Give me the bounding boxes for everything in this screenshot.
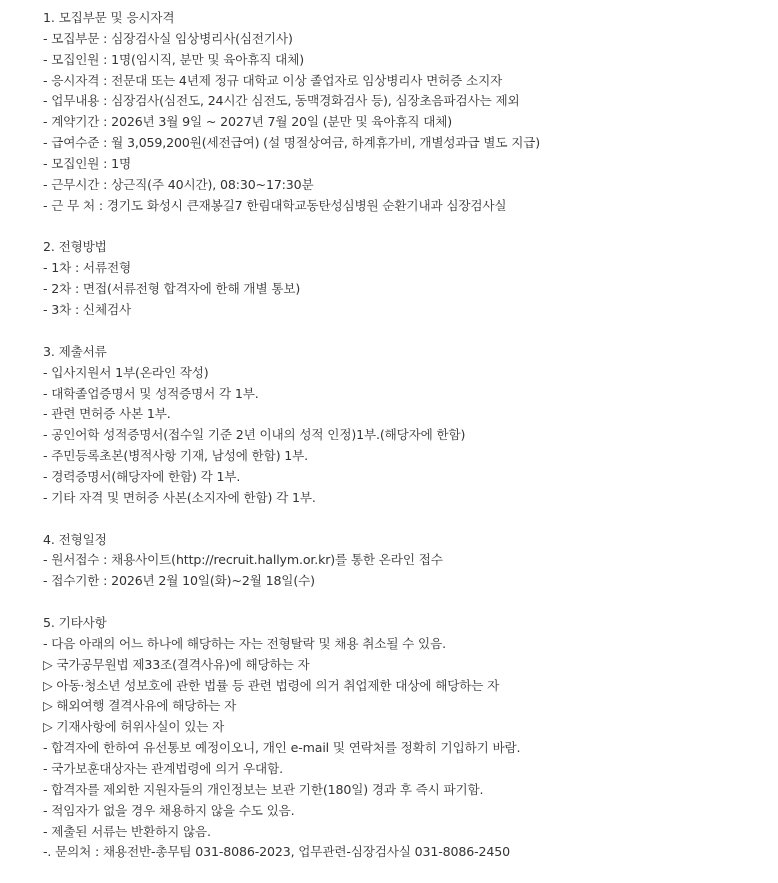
- section-title: 2. 전형방법: [43, 239, 107, 255]
- list-item: - 합격자에 한하여 유선통보 예정이오니, 개인 e-mail 및 연락처를 정확히 기입하기 바람.: [43, 740, 521, 756]
- list-item: - 대학졸업증명서 및 성적증명서 각 1부.: [43, 385, 259, 401]
- list-item: - 모집부문 : 심장검사실 임상병리사(심전기사): [43, 30, 293, 46]
- list-item: - 합격자를 제외한 지원자들의 개인정보는 보관 기한(180일) 경과 후 즉시 파기함.: [43, 781, 484, 797]
- list-item: - 기타 자격 및 면허증 사본(소지자에 한함) 각 1부.: [43, 489, 316, 505]
- section-title: 5. 기타사항: [43, 615, 107, 631]
- list-item: - 1차 : 서류전형: [43, 260, 131, 276]
- section-recruitment-qualifications: [43, 8, 778, 216]
- list-item: ▷ 기재사항에 허위사실이 있는 자: [43, 719, 225, 735]
- section-required-documents: [43, 342, 778, 509]
- list-item: - 관련 면허증 사본 1부.: [43, 406, 171, 422]
- contact-info: -. 문의처 : 채용전반-총무팀 031-8086-2023, 업무관련-심장검사실 031-8086-2450: [43, 844, 510, 860]
- list-item: ▷ 해외여행 결격사유에 해당하는 자: [43, 698, 237, 714]
- list-item: - 원서접수 : 채용사이트(http://recruit.hallym.or.kr)를 통한 온라인 접수: [43, 552, 443, 568]
- list-item: - 경력증명서(해당자에 한함) 각 1부.: [43, 468, 241, 484]
- section-title: 1. 모집부문 및 응시자격: [43, 10, 175, 25]
- list-item: - 근 무 처 : 경기도 화성시 큰재봉길7 한림대학교동탄성심병원 순환기내과 심장검사실: [43, 197, 507, 213]
- list-item: - 모집인원 : 1명(임시직, 분만 및 육아휴직 대체): [43, 51, 304, 67]
- list-item: - 급여수준 : 월 3,059,200원(세전급여) (설 명절상여금, 하계휴가비, 개별성과급 별도 지급): [43, 135, 540, 151]
- list-item: - 3차 : 신체검사: [43, 301, 131, 317]
- section-title: 3. 제출서류: [43, 343, 107, 359]
- list-item: ▷ 아동·청소년 성보호에 관한 법률 등 관련 법령에 의거 취업제한 대상에 해당하는 자: [43, 677, 500, 693]
- list-item: - 업무내용 : 심장검사(심전도, 24시간 심전도, 동맥경화검사 등), 심장초음파검사는 제외: [43, 93, 520, 109]
- section-title: 4. 전형일정: [43, 531, 107, 547]
- list-item: - 모집인원 : 1명: [43, 155, 131, 171]
- list-item: - 주민등록초본(병적사항 기재, 남성에 한함) 1부.: [43, 448, 309, 464]
- section-schedule: [43, 530, 778, 593]
- list-item: - 근무시간 : 상근직(주 40시간), 08:30~17:30분: [43, 176, 314, 192]
- list-item: - 접수기한 : 2026년 2월 10일(화)~2월 18일(수): [43, 573, 315, 589]
- list-item: - 입사지원서 1부(온라인 작성): [43, 364, 209, 380]
- list-item: - 계약기간 : 2026년 3월 9일 ~ 2027년 7월 20일 (분만 및 육아휴직 대체): [43, 114, 453, 130]
- list-item: - 2차 : 면접(서류전형 합격자에 한해 개별 통보): [43, 281, 301, 297]
- section-other-notes: [43, 613, 778, 863]
- list-item: - 공인어학 성적증명서(접수일 기준 2년 이내의 성적 인정)1부.(해당자에 한함): [43, 427, 466, 443]
- list-item: - 응시자격 : 전문대 또는 4년제 정규 대학교 이상 졸업자로 임상병리사 면허증 소지자: [43, 72, 503, 88]
- list-item: - 제출된 서류는 반환하지 않음.: [43, 823, 211, 839]
- list-item: - 국가보훈대상자는 관계법령에 의거 우대함.: [43, 761, 283, 776]
- section-selection-method: [43, 237, 778, 320]
- list-item: - 적임자가 없을 경우 채용하지 않을 수도 있음.: [43, 802, 295, 818]
- list-item: - 다음 아래의 어느 하나에 해당하는 자는 전형탈락 및 채용 취소될 수 있음.: [43, 635, 446, 651]
- list-item: ▷ 국가공무원법 제33조(결격사유)에 해당하는 자: [43, 656, 310, 672]
